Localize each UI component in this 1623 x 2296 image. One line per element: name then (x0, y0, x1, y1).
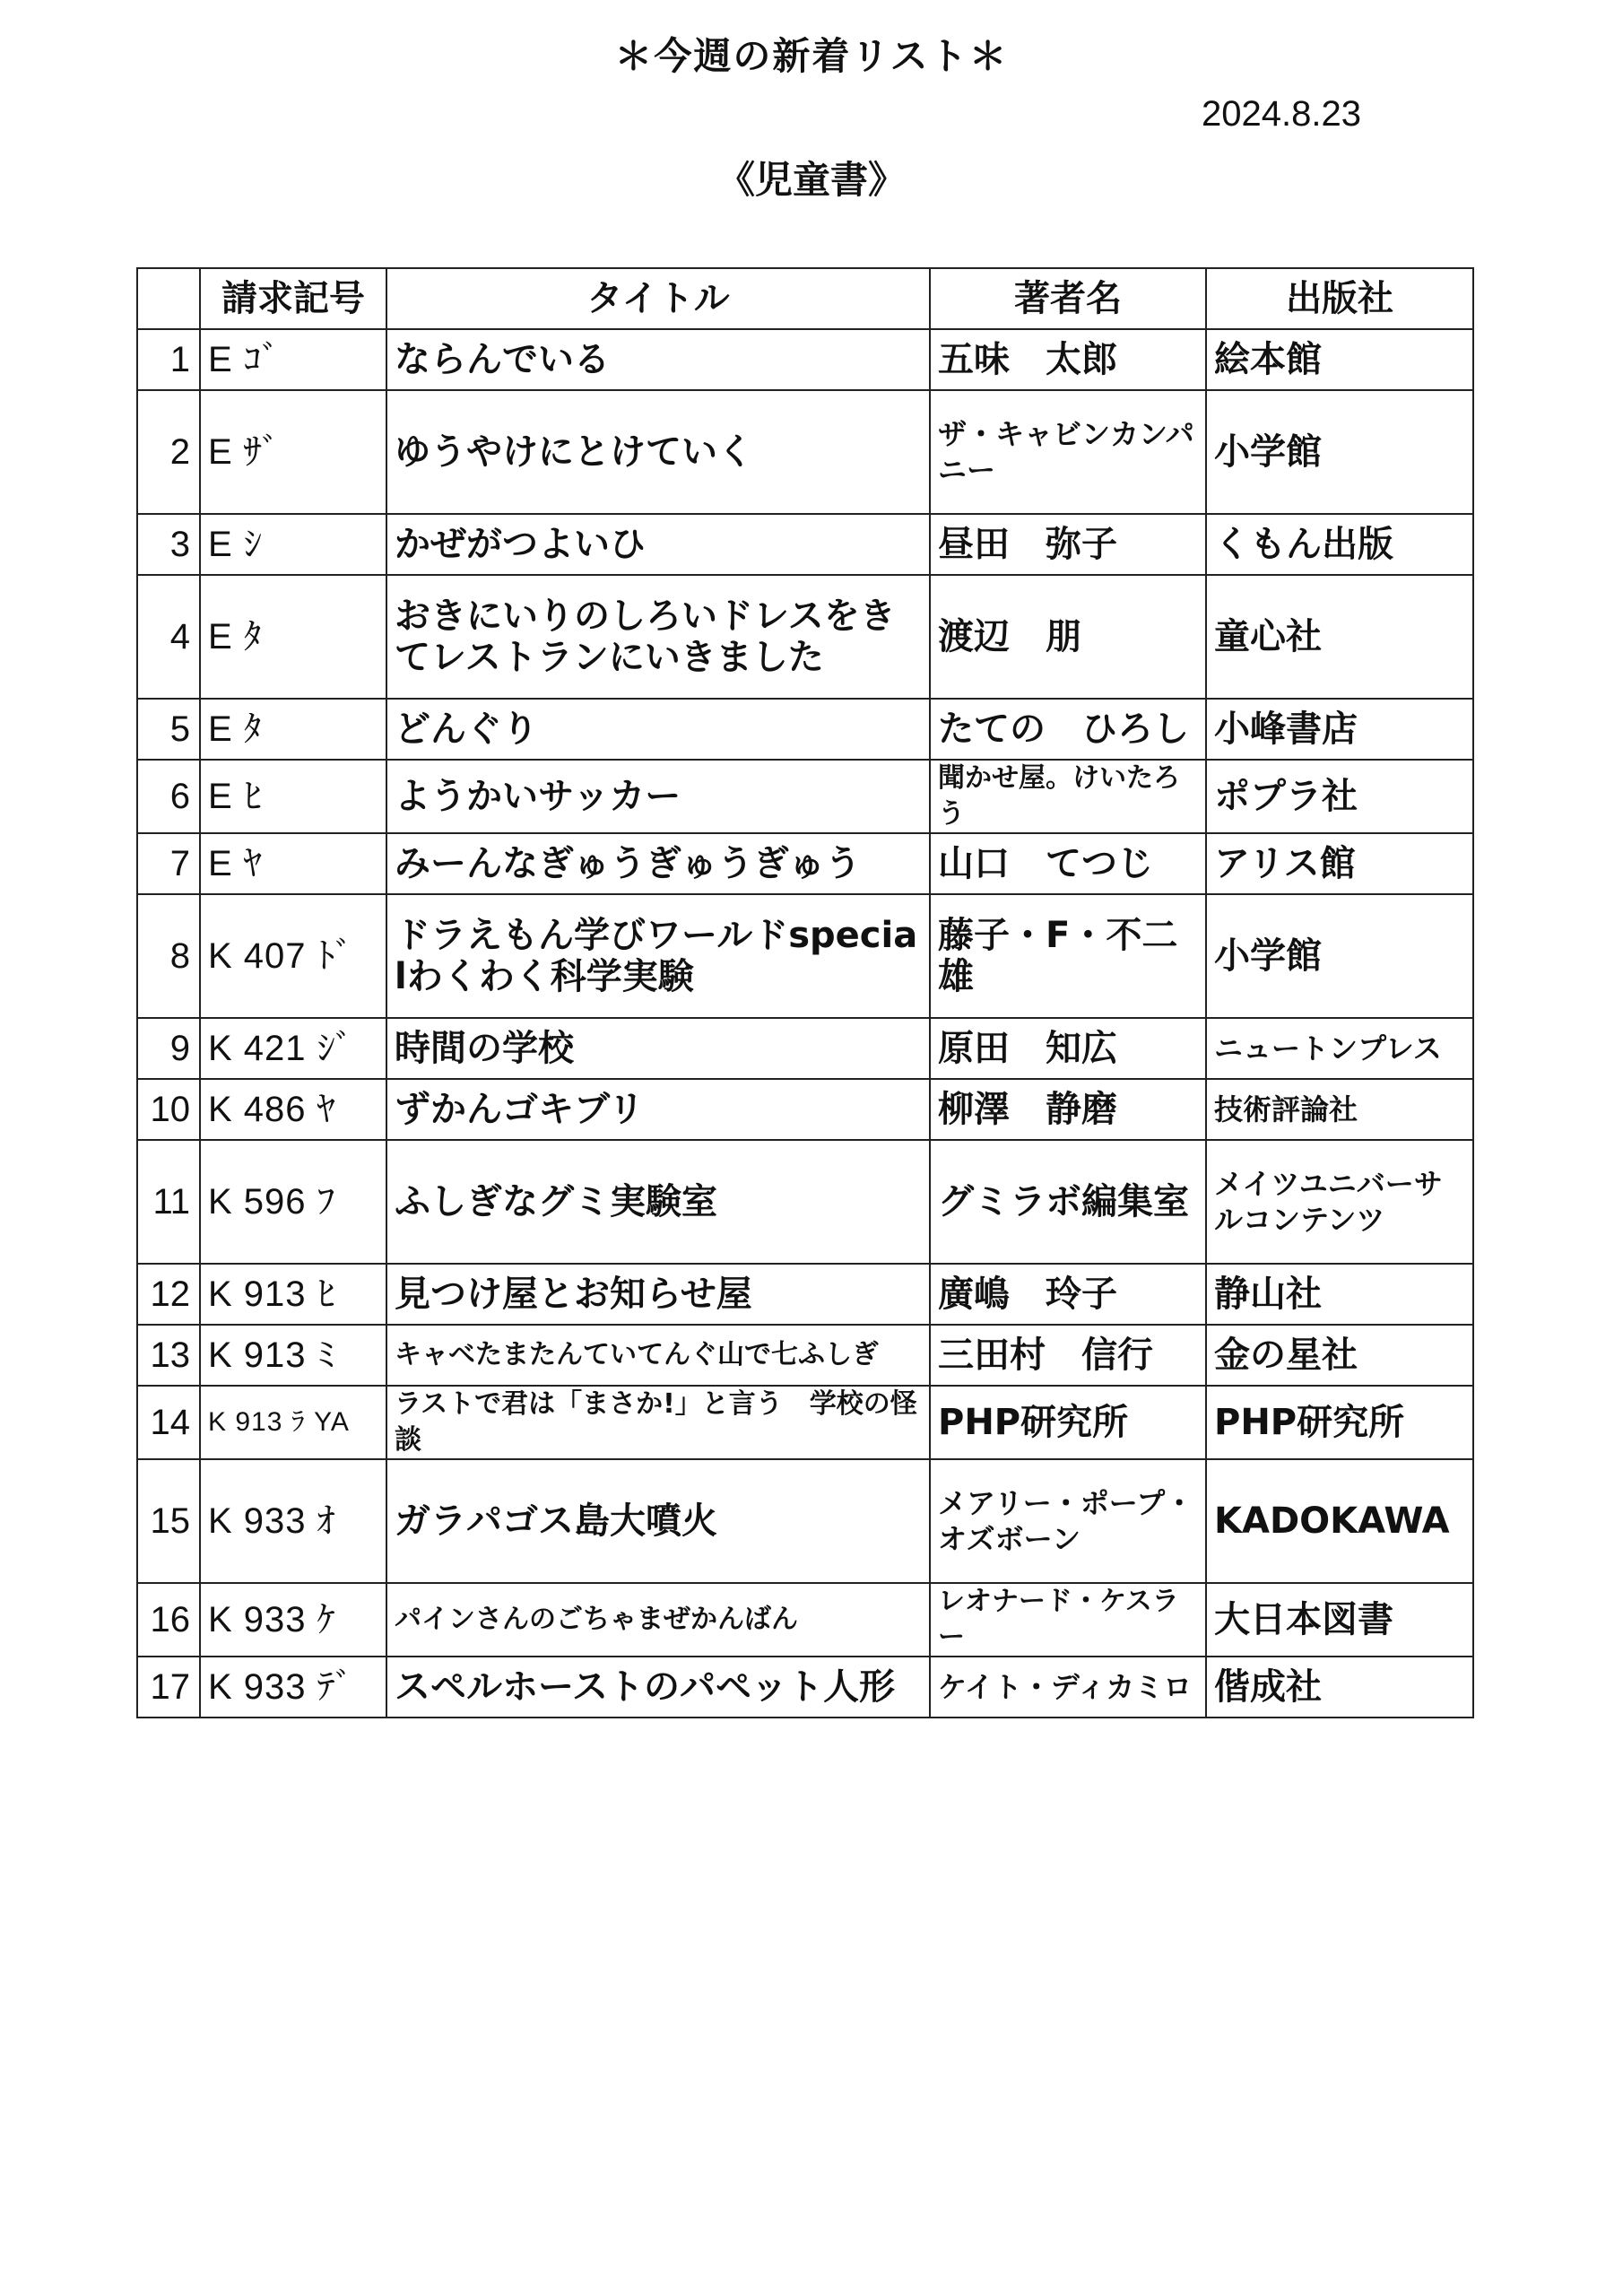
table-row (137, 894, 1473, 1018)
book-author: 原田 知広 (930, 1018, 1206, 1079)
book-author: PHP研究所 (930, 1386, 1206, 1459)
table-row (137, 833, 1473, 894)
call-number: E ﾋ (200, 760, 386, 833)
book-author: ザ・キャビンカンパニー (930, 390, 1206, 514)
book-author: メアリー・ポープ・オズボーン (930, 1459, 1206, 1583)
book-author: 聞かせ屋。けいたろう (930, 760, 1206, 833)
call-number: E ｻﾞ (200, 390, 386, 514)
book-publisher: くもん出版 (1206, 514, 1473, 575)
table-row (137, 1386, 1473, 1459)
book-author: たての ひろし (930, 699, 1206, 760)
row-number: 11 (137, 1140, 200, 1264)
book-publisher: アリス館 (1206, 833, 1473, 894)
book-author: 廣嶋 玲子 (930, 1264, 1206, 1325)
row-number: 12 (137, 1264, 200, 1325)
call-number: E ﾔ (200, 833, 386, 894)
book-author: 三田村 信行 (930, 1325, 1206, 1386)
call-number: E ﾀ (200, 575, 386, 699)
table-row (137, 390, 1473, 514)
call-number: K 913 ﾗ YA (200, 1386, 386, 1459)
call-number: K 486 ﾔ (200, 1079, 386, 1140)
row-number: 15 (137, 1459, 200, 1583)
book-publisher: ニュートンプレス (1206, 1018, 1473, 1079)
row-number: 5 (137, 699, 200, 760)
table-row (137, 699, 1473, 760)
book-author: グミラボ編集室 (930, 1140, 1206, 1264)
book-title: ラストで君は「まさか!」と言う 学校の怪談 (386, 1386, 930, 1459)
book-publisher: 偕成社 (1206, 1657, 1473, 1718)
row-number: 3 (137, 514, 200, 575)
book-author: 山口 てつじ (930, 833, 1206, 894)
row-number: 10 (137, 1079, 200, 1140)
column-header-title: タイトル (386, 268, 930, 329)
book-title: ずかんゴキブリ (386, 1079, 930, 1140)
call-number: K 933 ｵ (200, 1459, 386, 1583)
column-header-publisher: 出版社 (1206, 268, 1473, 329)
row-number: 1 (137, 329, 200, 390)
book-title: どんぐり (386, 699, 930, 760)
book-publisher: PHP研究所 (1206, 1386, 1473, 1459)
book-author: レオナード・ケスラー (930, 1583, 1206, 1657)
book-publisher: 絵本館 (1206, 329, 1473, 390)
book-title: ならんでいる (386, 329, 930, 390)
column-header-call-number: 請求記号 (200, 268, 386, 329)
call-number: K 933 ﾃﾞ (200, 1657, 386, 1718)
book-title: ふしぎなグミ実験室 (386, 1140, 930, 1264)
book-publisher: 金の星社 (1206, 1325, 1473, 1386)
table-row (137, 329, 1473, 390)
column-header-number (137, 268, 200, 329)
row-number: 17 (137, 1657, 200, 1718)
book-publisher: 童心社 (1206, 575, 1473, 699)
book-title: かぜがつよいひ (386, 514, 930, 575)
book-publisher: KADOKAWA (1206, 1459, 1473, 1583)
book-title: おきにいりのしろいドレスをきてレストランにいきました (386, 575, 930, 699)
table-row (137, 1018, 1473, 1079)
book-title: 見つけ屋とお知らせ屋 (386, 1264, 930, 1325)
book-title: キャベたまたんていてんぐ山で七ふしぎ (386, 1325, 930, 1386)
row-number: 6 (137, 760, 200, 833)
list-date: 2024.8.23 (1202, 94, 1361, 134)
book-author: 藤子・F・不二雄 (930, 894, 1206, 1018)
table-row (137, 1140, 1473, 1264)
table-row (137, 1657, 1473, 1718)
table-row (137, 1583, 1473, 1657)
row-number: 7 (137, 833, 200, 894)
book-title: スペルホーストのパペット人形 (386, 1657, 930, 1718)
call-number: E ｺﾞ (200, 329, 386, 390)
book-publisher: ポプラ社 (1206, 760, 1473, 833)
book-author: ケイト・ディカミロ (930, 1657, 1206, 1718)
table-row (137, 1264, 1473, 1325)
call-number: K 596 ﾌ (200, 1140, 386, 1264)
row-number: 13 (137, 1325, 200, 1386)
table-row (137, 1459, 1473, 1583)
book-title: パインさんのごちゃまぜかんばん (386, 1583, 930, 1657)
book-author: 渡辺 朋 (930, 575, 1206, 699)
table-row (137, 1079, 1473, 1140)
column-header-author: 著者名 (930, 268, 1206, 329)
call-number: K 421 ｼﾞ (200, 1018, 386, 1079)
table-row (137, 575, 1473, 699)
book-author: 柳澤 静磨 (930, 1079, 1206, 1140)
book-publisher: 小峰書店 (1206, 699, 1473, 760)
table-row (137, 1325, 1473, 1386)
row-number: 16 (137, 1583, 200, 1657)
row-number: 14 (137, 1386, 200, 1459)
book-title: ガラパゴス島大噴火 (386, 1459, 930, 1583)
table-header-row (137, 268, 1473, 329)
book-author: 五味 太郎 (930, 329, 1206, 390)
row-number: 8 (137, 894, 200, 1018)
call-number: E ｼ (200, 514, 386, 575)
book-title: 時間の学校 (386, 1018, 930, 1079)
book-title: ゆうやけにとけていく (386, 390, 930, 514)
call-number: K 933 ｹ (200, 1583, 386, 1657)
book-title: ドラえもん学びワールドspecialわくわく科学実験 (386, 894, 930, 1018)
book-publisher: 静山社 (1206, 1264, 1473, 1325)
book-title: ようかいサッカー (386, 760, 930, 833)
row-number: 9 (137, 1018, 200, 1079)
book-publisher: 小学館 (1206, 894, 1473, 1018)
page-title: ＊今週の新着リスト＊ (614, 34, 1009, 78)
table-row (137, 514, 1473, 575)
call-number: K 407 ﾄﾞ (200, 894, 386, 1018)
book-publisher: 技術評論社 (1206, 1079, 1473, 1140)
row-number: 4 (137, 575, 200, 699)
book-publisher: メイツユニバーサルコンテンツ (1206, 1140, 1473, 1264)
row-number: 2 (137, 390, 200, 514)
book-publisher: 小学館 (1206, 390, 1473, 514)
call-number: E ﾀ (200, 699, 386, 760)
section-heading: 《児童書》 (716, 158, 906, 202)
book-title: みーんなぎゅうぎゅうぎゅう (386, 833, 930, 894)
call-number: K 913 ﾋ (200, 1264, 386, 1325)
new-arrivals-table (136, 267, 1474, 1718)
call-number: K 913 ﾐ (200, 1325, 386, 1386)
book-author: 昼田 弥子 (930, 514, 1206, 575)
book-publisher: 大日本図書 (1206, 1583, 1473, 1657)
table-row (137, 760, 1473, 833)
